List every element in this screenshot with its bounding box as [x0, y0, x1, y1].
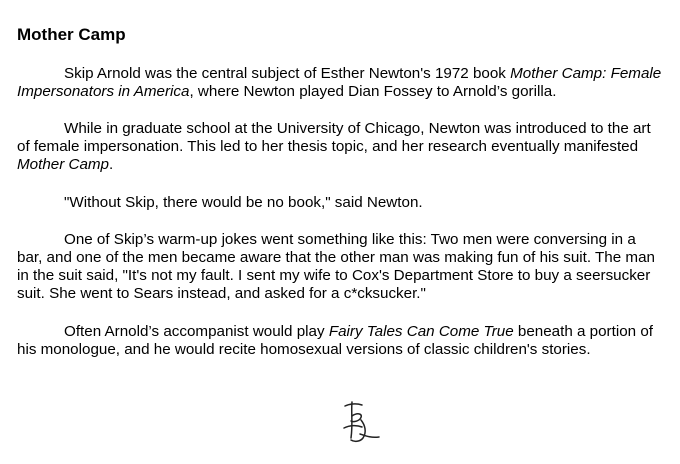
- paragraph-intro-text-a: Skip Arnold was the central subject of Esther Newton's 1972 book: [64, 65, 511, 82]
- paragraph-quote: "Without Skip, there would be no book," said Newton.: [64, 194, 423, 211]
- paragraph-accompanist-text-b: beneath a portion of his monologue, and he would recite homosexual versions of classic children's stories.: [17, 323, 653, 358]
- paragraph-intro-text-b: , where Newton played Dian Fossey to Arnold’s gorilla.: [189, 83, 557, 100]
- paragraph-graduate-school-text-b: .: [109, 156, 114, 173]
- page-title: Mother Camp: [17, 25, 126, 44]
- paragraph-intro: [17, 65, 663, 101]
- book-title-mother-camp: Mother Camp: [17, 156, 110, 173]
- paragraph-joke: One of Skip’s warm-up jokes went something like this: Two men were conversing in a bar, and one of the men became aware that the other man was making fun of his suit. The man in the suit said, "It's not my fault. I sent my wife to Cox's Department Store to buy a seersucker suit. She went to Sears instead, and asked for a c*cksucker.": [17, 231, 655, 302]
- paragraph-graduate-school: [17, 120, 663, 174]
- signature-mark: [330, 398, 390, 454]
- paragraph-graduate-school-text-a: While in graduate school at the University of Chicago, Newton was introduced to the art of female impersonation. This led to her thesis topic, and her research eventually manifested: [17, 120, 651, 155]
- paragraph-accompanist: [17, 323, 663, 359]
- paragraph-accompanist-text-a: Often Arnold’s accompanist would play: [64, 323, 329, 340]
- song-title: Fairy Tales Can Come True: [328, 323, 514, 340]
- book-title-mother-camp-full: Mother Camp: Female Impersonators in America: [17, 65, 662, 100]
